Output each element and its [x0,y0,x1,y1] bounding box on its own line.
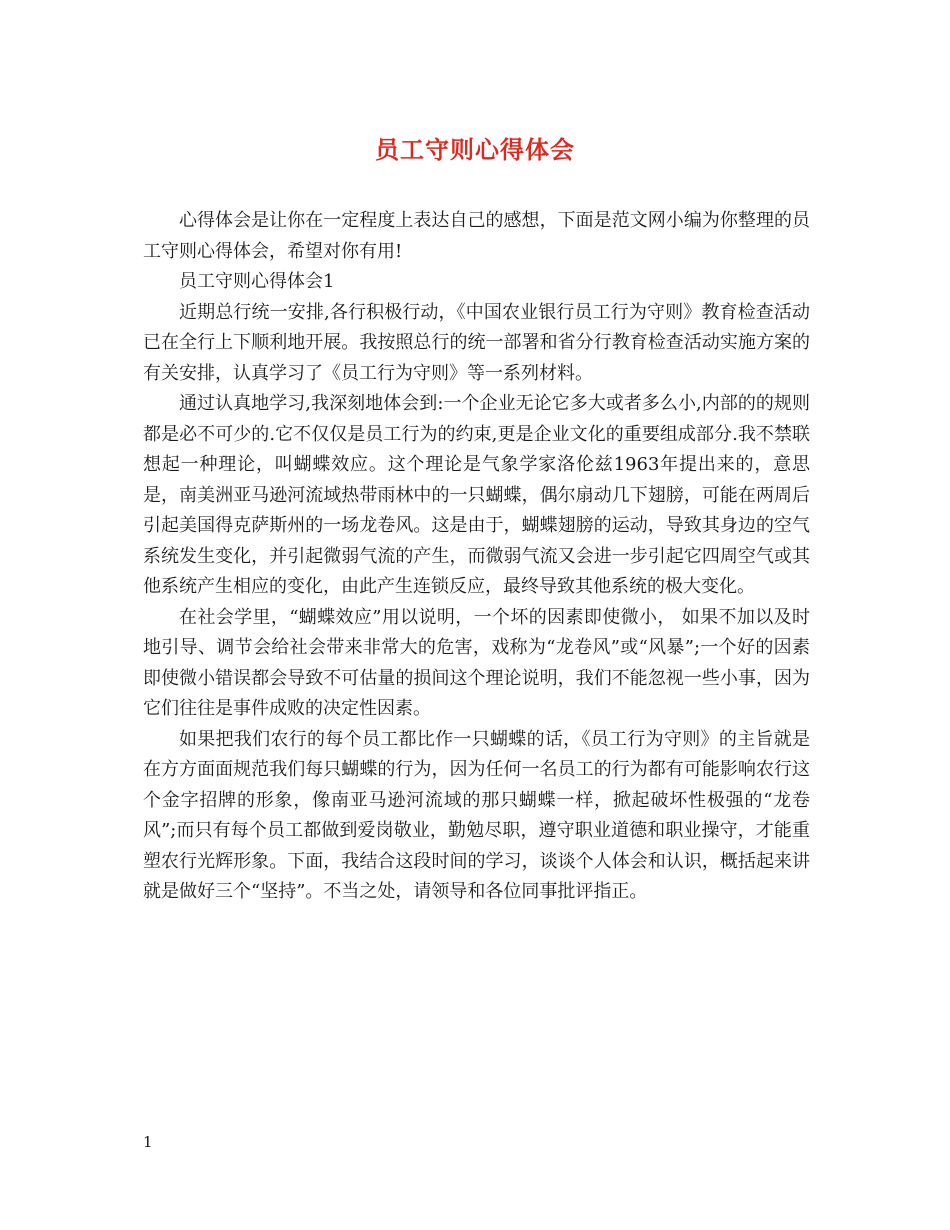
document-body [143,206,810,908]
body-paragraph: 通过认真地学习,我深刻地体会到:一个企业无论它多大或者多么小,内部的的规则都是必不可少的.它不仅仅是员工行为的约束,更是企业文化的重要组成部分.我不禁联想起一种理论，叫蝴蝶效应。这个理论是气象学家洛伦兹1963年提出来的，意思是，南美洲亚马逊河流域热带雨林中的一只蝴蝶，偶尔扇动几下翅膀，可能在两周后引起美国得克萨斯州的一场龙卷风。这是由于，蝴蝶翅膀的运动，导致其身边的空气系统发生变化，并引起微弱气流的产生，而微弱气流又会进一步引起它四周空气或其他系统产生相应的变化，由此产生连锁反应，最终导致其他系统的极大变化。 [143,393,810,597]
document-title: 员工守则心得体会 [375,135,575,164]
section-heading: 员工守则心得体会1 [179,271,335,292]
intro-paragraph: 心得体会是让你在一定程度上表达自己的感想，下面是范文网小编为你整理的员工守则心得体会，希望对你有用! [143,210,810,262]
body-paragraph: 如果把我们农行的每个员工都比作一只蝴蝶的话，《员工行为守则》的主旨就是在方方面面规范我们每只蝴蝶的行为，因为任何一名员工的行为都有可能影响农行这个金字招牌的形象，像南亚马逊河流域的那只蝴蝶一样，掀起破坏性极强的“龙卷风”;而只有每个员工都做到爱岗敬业，勤勉尽职，遵守职业道德和职业操守，才能重塑农行光辉形象。下面，我结合这段时间的学习，谈谈个人体会和认识，概括起来讲就是做好三个“坚持”。不当之处，请领导和各位同事批评指正。 [143,728,810,902]
body-paragraph: 在社会学里，“蝴蝶效应”用以说明，一个坏的因素即使微小， 如果不加以及时地引导、调节会给社会带来非常大的危害，戏称为“龙卷风”或“风暴”;一个好的因素即使微小错误都会导致不可估量的损间这个理论说明，我们不能忽视一些小事，因为它们往往是事件成败的决定性因素。 [143,606,810,719]
page-number: 1 [143,1133,153,1151]
body-paragraph: 近期总行统一安排,各行积极行动，《中国农业银行员工行为守则》教育检查活动已在全行上下顺利地开展。我按照总行的统一部署和省分行教育检查活动实施方案的有关安排，认真学习了《员工行为守则》等一系列材料。 [143,301,810,384]
